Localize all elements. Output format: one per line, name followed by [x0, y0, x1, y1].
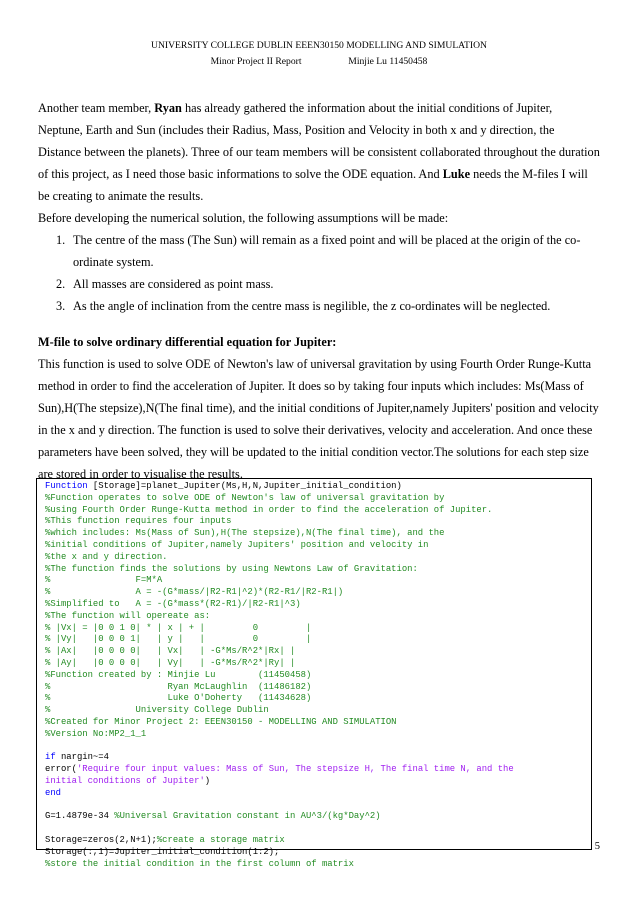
section-heading: M-file to solve ordinary differential equation for Jupiter: [38, 335, 337, 349]
author-id: Minjie Lu 11450458 [348, 56, 428, 67]
code-comment: %Function created by : Minjie Lu (11450458) [45, 669, 312, 680]
list-number: 2. [56, 277, 66, 291]
code-comment: % University College Dublin [45, 705, 269, 716]
code-line [45, 481, 585, 493]
paragraph-assumptions-intro: Before developing the numerical solution, the following assumptions will be made: [38, 211, 449, 225]
code-line [45, 764, 585, 776]
code-comment: % |Vx| = |0 0 1 0| * | x | + | 0 | [45, 622, 312, 633]
code-keyword: if [45, 752, 56, 763]
code-text: Storage=zeros(2,N+1); [45, 834, 157, 845]
report-title: Minor Project II Report [210, 56, 302, 67]
team-member-ryan: Ryan [154, 101, 182, 115]
code-line [45, 752, 585, 764]
code-comment: %Simplified to A = -(G*mass*(R2-R1)/|R2-R1|^3) [45, 598, 301, 609]
code-comment: % Luke O'Doherty (11434628) [45, 693, 312, 704]
code-blank-line [45, 741, 585, 753]
paragraph-text: has already gathered the information about the initial conditions of Jupiter, Neptune, Earth and Sun (includes their Radius, Mass, Position and Velocity in both x and y direction, the Distance between the planets). Three of our team members will be consistent collaborated throughout the duration of this project, as I need those basic informations to solve the ODE equation. And [38, 101, 600, 181]
assumptions-list [38, 229, 600, 317]
code-line [45, 835, 585, 847]
page-number: 5 [594, 841, 600, 852]
code-comment: %The function finds the solutions by using Newtons Law of Gravitation: [45, 563, 418, 574]
code-keyword: end [45, 787, 61, 798]
running-header-line1: UNIVERSITY COLLEGE DUBLIN EEEN30150 MODELLING AND SIMULATION [151, 40, 487, 51]
code-keyword: Function [45, 481, 88, 491]
code-comment: %This function requires four inputs [45, 516, 232, 527]
code-line [45, 776, 585, 788]
code-comment: %initial conditions of Jupiter,namely Jupiters' position and velocity in [45, 539, 429, 550]
list-item-text: All masses are considered as point mass. [73, 277, 274, 291]
code-comment: %Created for Minor Project 2: EEEN30150 - MODELLING AND SIMULATION [45, 716, 397, 727]
code-comment: % |Ax| |0 0 0 0| | Vx| | -G*Ms/R^2*|Rx| | [45, 646, 296, 657]
code-text: Storage(:,1)=Jupiter_initial_condition(1:2); [45, 846, 280, 857]
code-comment: %store the initial condition in the first column of matrix [45, 858, 354, 869]
code-comment: % |Ay| |0 0 0 0| | Vy| | -G*Ms/R^2*|Ry| | [45, 657, 296, 668]
code-comment: % F=M*A [45, 575, 163, 586]
code-comment: % A = -(G*mass/|R2-R1|^2)*(R2-R1/|R2-R1|) [45, 587, 344, 598]
code-text: [Storage]=planet_Jupiter(Ms,H,N,Jupiter_initial_condition) [87, 481, 402, 491]
list-item [38, 273, 600, 295]
code-line [45, 788, 585, 800]
list-item [38, 229, 600, 273]
code-comment: %Universal Gravitation constant in AU^3/(kg*Day^2) [114, 811, 381, 822]
list-item-text: The centre of the mass (The Sun) will remain as a fixed point and will be placed at the origin of the co-ordinate system. [73, 233, 581, 269]
code-blank-line [45, 800, 585, 812]
paragraph-team-info [38, 97, 600, 207]
code-text: ) [204, 775, 211, 786]
list-number: 3. [56, 299, 66, 313]
code-string: initial conditions of Jupiter' [45, 775, 205, 786]
code-blank-line [45, 823, 585, 835]
paragraph-function-description: This function is used to solve ODE of Newton's law of universal gravitation by using Fourth Order Runge-Kutta method in order to find the acceleration of Jupiter. It does so by taking four inputs which includes: Ms(Mass of Sun),H(The stepsize),N(The final time), and the initial conditions of Jupiter,namely Jupiters' position and velocity in the x and y direction. The function is used to solve their derivatives, velocity and acceleration. And once these parameters have been solved, they will be updated to the initial condition vector.The solutions for each step size are stored in order to visualise the results. [38, 357, 599, 481]
code-line [45, 811, 585, 823]
code-text: nargin~=4 [55, 752, 109, 763]
code-comment: % |Vy| |0 0 0 1| | y | | 0 | [45, 634, 312, 645]
code-comment: %create a storage matrix [156, 834, 285, 845]
code-text: error( [45, 764, 77, 775]
running-header-line2 [0, 56, 638, 67]
list-item-text: As the angle of inclination from the centre mass is negilible, the z co-ordinates will be neglected. [73, 299, 551, 313]
paragraph-text: Another team member, [38, 101, 155, 115]
team-member-luke: Luke [442, 167, 471, 181]
list-number: 1. [56, 233, 66, 247]
code-comment: %which includes: Ms(Mass of Sun),H(The stepsize),N(The final time), and the [45, 528, 445, 539]
code-listing [36, 478, 592, 869]
code-comment: %The function will opereate as: [45, 610, 211, 621]
code-string: 'Require four input values: Mass of Sun, The stepsize H, The final time N, and the [76, 764, 514, 775]
code-comment: %Version No:MP2_1_1 [45, 728, 147, 739]
paragraph-text: needs the M-files I will be creating to animate the results. [38, 167, 588, 203]
code-text: G=1.4879e-34 [45, 811, 115, 822]
list-item [38, 295, 600, 317]
code-line [45, 847, 585, 859]
code-comment: % Ryan McLaughlin (11486182) [45, 681, 312, 692]
code-comment: %the x and y direction. [45, 551, 168, 562]
section-jupiter [38, 331, 600, 485]
code-comment: %using Fourth Order Runge-Kutta method in order to find the acceleration of Jupiter. [45, 504, 493, 515]
code-comment: %Function operates to solve ODE of Newton's law of universal gravitation by [45, 492, 445, 503]
